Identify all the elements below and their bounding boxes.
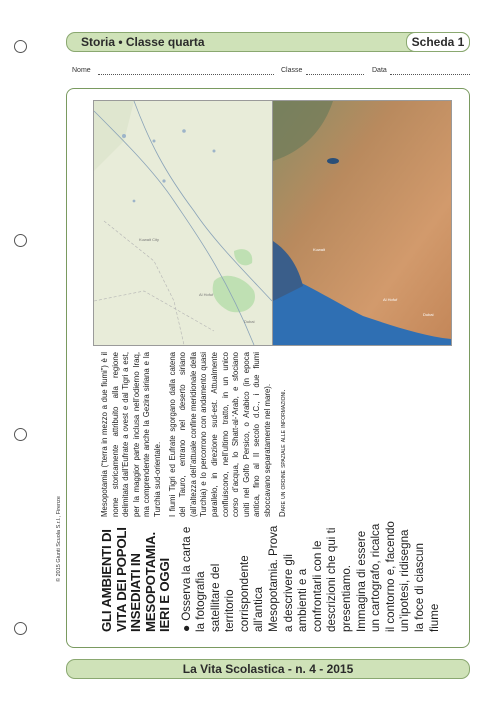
bullet-icon: ●	[178, 624, 193, 632]
svg-text:Kuwait: Kuwait	[313, 247, 326, 252]
road-map	[93, 100, 273, 346]
svg-text:Dubai: Dubai	[244, 319, 255, 324]
svg-text:Kuwait City: Kuwait City	[139, 237, 160, 242]
name-line	[98, 73, 274, 75]
binder-hole	[14, 40, 27, 53]
binder-hole	[14, 234, 27, 247]
copyright-note: © 2015 Giunti Scuola S.r.l., Firenze	[56, 496, 62, 582]
page-header	[66, 32, 470, 52]
name-label: Nome	[72, 67, 91, 74]
class-line	[306, 73, 364, 75]
article-body-column	[100, 352, 380, 517]
worksheet-badge: Scheda 1	[406, 32, 470, 52]
article-intro-text: Osserva la carta e la fotografia satellitare del territorio corrispondente all’antica Mesopotamia. Prova a descrivere gli ambienti e a confrontarli con le descrizioni che qui ti presentiamo. Immagina di essere un cartografo, ricalca il contorno e, facendo un’ipotesi, ridisegna la foce di ciascun fiume	[179, 521, 441, 632]
article-title-line2: INSEDIATI IN MESOPOTAMIA. IERI E OGGI	[128, 532, 172, 632]
svg-text:Al Hofuf: Al Hofuf	[383, 297, 398, 302]
class-label: Classe	[281, 67, 303, 74]
article-intro	[179, 520, 443, 632]
subject-title: Storia • Classe quarta	[81, 35, 205, 49]
date-line	[390, 73, 470, 75]
article-title-line1: GLI AMBIENTI DI VITA DEI POPOLI	[99, 527, 129, 632]
page-footer: La Vita Scolastica - n. 4 - 2015	[66, 659, 470, 679]
date-label: Data	[372, 67, 387, 74]
article-paragraph-1: Mesopotamia (“terra in mezzo a due fiumi”) è il nome storicamente attribuito alla regione delimitata dall’Eufrate a ovest e dal Tigri a est, per la maggior parte inclusa nell’odierno Iraq, ma comprendente anche la Gezira siriana e la Turchia sud-orientale.	[100, 352, 162, 517]
svg-text:Al Hofuf: Al Hofuf	[199, 292, 214, 297]
article-heading-column	[99, 520, 441, 632]
article-paragraph-2: I fiumi Tigri ed Eufrate sgorgano dalla catena del Tauro, entrano nel deserto siriano (all’altezza dell’attuale confine meridionale della Turchia) e lo percorrono con andamento quasi parallelo, in direzione sud-est. Attualmente confluiscono, nell’ultimo tratto, in un unico corso d’acqua, lo Shatt-al-‘Arab, e sfociano uniti nel Golfo Persico, o Arabico (in epoca antica, fino al II secolo d.C., i due fiumi sboccavano separatamente nel mare).	[167, 352, 272, 517]
student-fields	[72, 67, 470, 79]
binder-hole	[14, 622, 27, 635]
svg-text:Dubai: Dubai	[423, 312, 434, 317]
binder-hole	[14, 428, 27, 441]
rotated-article	[99, 352, 441, 632]
article-task: Dare un ordine spaziale alle informazioni.	[277, 389, 287, 517]
satellite-photo	[272, 100, 452, 346]
